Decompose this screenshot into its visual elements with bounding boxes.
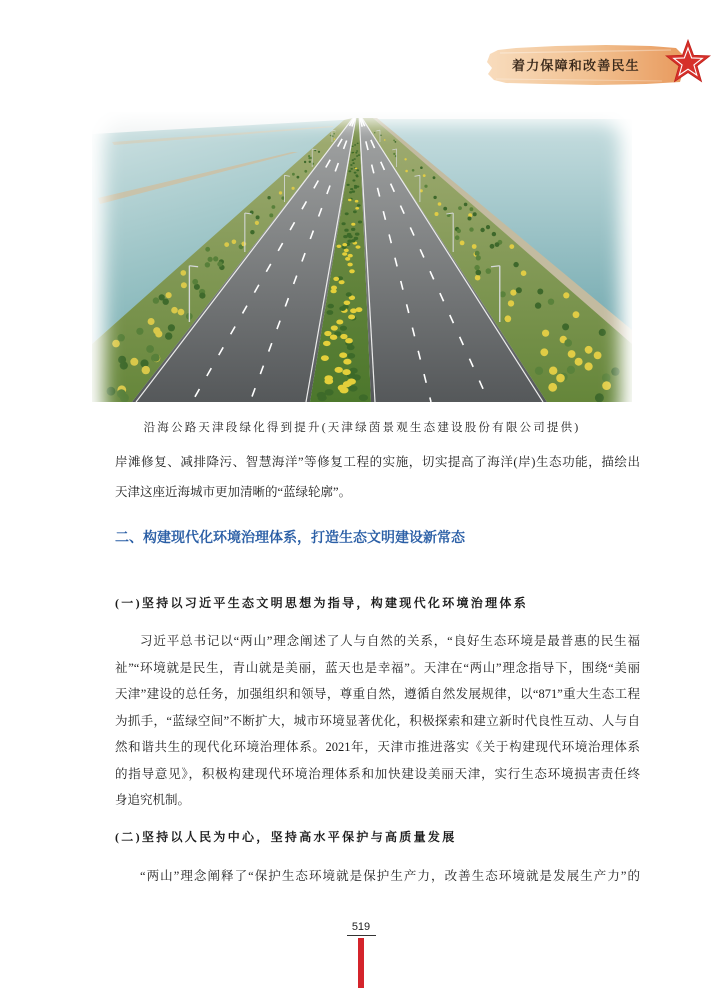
chapter-title: 着力保障和改善民生 xyxy=(512,58,640,73)
verge-tree xyxy=(548,299,554,305)
median-shrub xyxy=(348,254,353,258)
body-paragraph xyxy=(115,863,640,890)
verge-tree xyxy=(393,140,395,142)
verge-tree xyxy=(486,225,490,229)
verge-tree xyxy=(208,257,213,262)
verge-tree xyxy=(504,315,511,322)
median-shrub xyxy=(342,252,347,256)
verge-tree xyxy=(205,262,210,267)
verge-tree xyxy=(542,330,549,337)
verge-tree xyxy=(163,299,169,305)
text-line: “两山”理念阐释了“保护生态环境就是保护生产力，改善生态环境就是发展生产力”的 xyxy=(140,869,640,883)
median-shrub xyxy=(337,245,342,248)
verge-tree xyxy=(423,174,426,177)
verge-tree xyxy=(117,389,126,398)
text-line: 天津”建设的总任务，加强组织和领导，尊重自然，遵循自然发展规律，以“871”重大生态工程 xyxy=(115,687,640,701)
highway-photo xyxy=(92,112,632,402)
text-line: 身追究机制。 xyxy=(115,793,191,807)
verge-tree xyxy=(374,132,376,134)
verge-tree xyxy=(585,346,593,354)
subsection-title: (一)坚持以习近平生态文明思想为指导，构建现代化环境治理体系 xyxy=(115,596,528,610)
verge-tree xyxy=(476,270,482,276)
median-shrub xyxy=(355,152,357,154)
median-shrub xyxy=(350,308,357,313)
median-shrub xyxy=(353,210,357,213)
verge-tree xyxy=(602,373,611,382)
verge-tree xyxy=(573,311,580,318)
verge-tree xyxy=(535,302,541,308)
verge-tree xyxy=(575,358,583,366)
median-shrub xyxy=(345,257,350,261)
median-shrub xyxy=(345,338,353,343)
median-shrub xyxy=(323,341,331,346)
verge-tree xyxy=(475,275,481,281)
verge-tree xyxy=(395,141,397,143)
median-shrub xyxy=(346,292,352,296)
highway-photo-graphic xyxy=(92,112,632,402)
verge-tree xyxy=(334,138,336,140)
verge-tree xyxy=(473,212,477,216)
text-line: 然和谐共生的现代化环境治理体系。2021年，天津市推进落实《关于构建现代环境治理体系 xyxy=(115,740,640,754)
verge-tree xyxy=(549,367,557,375)
verge-tree xyxy=(168,324,175,331)
median-shrub xyxy=(354,158,356,160)
median-shrub xyxy=(352,179,355,181)
verge-tree xyxy=(537,289,543,295)
verge-tree xyxy=(192,279,198,285)
verge-tree xyxy=(468,217,472,221)
median-shrub xyxy=(321,355,329,361)
median-shrub xyxy=(331,325,338,330)
median-shrub xyxy=(317,392,326,398)
median-shrub xyxy=(352,159,354,161)
median-shrub xyxy=(335,367,343,373)
verge-tree xyxy=(279,191,282,194)
verge-tree xyxy=(404,158,406,160)
median-shrub xyxy=(359,394,368,401)
verge-tree xyxy=(602,381,611,390)
verge-tree xyxy=(476,255,481,260)
verge-tree xyxy=(490,244,495,249)
median-shrub xyxy=(327,304,334,309)
text-line: 岸滩修复、减排降污、智慧海洋”等修复工程的实施，切实提高了海洋(岸)生态功能，描绘出 xyxy=(115,455,640,469)
verge-tree xyxy=(232,240,237,245)
verge-tree xyxy=(308,155,310,157)
verge-tree xyxy=(269,213,273,217)
verge-tree xyxy=(166,292,172,298)
subsection-title: (二)坚持以人民为中心，坚持高水平保护与高质量发展 xyxy=(115,830,457,844)
median-shrub xyxy=(355,168,358,170)
median-shrub xyxy=(339,306,346,311)
median-shrub xyxy=(356,245,361,248)
median-shrub xyxy=(343,359,351,365)
median-shrub xyxy=(324,331,331,336)
verge-tree xyxy=(241,242,246,247)
verge-tree xyxy=(492,232,496,236)
verge-tree xyxy=(556,374,565,383)
verge-tree xyxy=(420,166,423,169)
verge-tree xyxy=(562,323,569,330)
median-shrub xyxy=(339,352,347,358)
verge-tree xyxy=(297,176,300,179)
median-shrub xyxy=(354,185,357,187)
median-shrub xyxy=(333,277,339,281)
verge-tree xyxy=(171,307,178,314)
verge-tree xyxy=(486,268,492,274)
verge-tree xyxy=(152,354,160,362)
verge-tree xyxy=(513,262,518,267)
median-shrub xyxy=(354,172,357,174)
verge-tree xyxy=(438,202,442,206)
verge-tree xyxy=(500,291,506,297)
median-shrub xyxy=(358,221,362,224)
median-shrub xyxy=(331,286,337,290)
verge-tree xyxy=(464,203,468,207)
page-number-rule xyxy=(347,935,376,936)
verge-tree xyxy=(405,170,408,173)
verge-tree xyxy=(521,270,527,276)
verge-tree xyxy=(308,157,310,159)
verge-tree xyxy=(181,282,187,288)
median-shrub xyxy=(347,240,352,243)
verge-tree xyxy=(205,247,210,252)
verge-tree xyxy=(393,153,395,155)
median-shrub xyxy=(356,169,359,171)
verge-tree xyxy=(548,383,557,392)
median-shrub xyxy=(344,301,351,306)
verge-tree xyxy=(146,345,154,353)
verge-tree xyxy=(384,139,386,141)
verge-tree xyxy=(292,187,295,190)
verge-tree xyxy=(333,133,335,135)
median-shrub xyxy=(348,315,355,320)
median-shrub xyxy=(340,326,347,331)
verge-tree xyxy=(568,350,576,358)
verge-tree xyxy=(433,196,436,199)
verge-tree xyxy=(194,284,200,290)
median-shrub xyxy=(352,190,355,192)
text-line: 为抓手，“蓝绿空间”不断扩大，城市环境显著优化，积极探索和建立新时代良性互动、人与自 xyxy=(115,713,640,728)
text-line: 习近平总书记以“两山”理念阐述了人与自然的关系，“良好生态环境是最普惠的民生福 xyxy=(140,634,640,648)
verge-tree xyxy=(564,339,572,347)
verge-tree xyxy=(599,329,606,336)
verge-tree xyxy=(136,328,143,335)
median-shrub xyxy=(355,233,360,236)
verge-tree xyxy=(130,358,138,366)
median-shrub xyxy=(352,152,354,154)
verge-tree xyxy=(292,173,295,176)
verge-tree xyxy=(165,332,172,339)
verge-tree xyxy=(118,356,126,364)
verge-tree xyxy=(495,242,500,247)
median-shrub xyxy=(347,184,350,186)
verge-tree xyxy=(424,185,427,188)
verge-tree xyxy=(535,367,543,375)
median-shrub xyxy=(357,204,361,207)
median-shrub xyxy=(327,310,334,315)
verge-tree xyxy=(563,292,569,298)
chapter-banner xyxy=(486,38,720,90)
verge-tree xyxy=(213,256,218,261)
median-shrub xyxy=(357,143,359,144)
median-shrub xyxy=(355,207,359,210)
verge-tree xyxy=(443,207,447,211)
section-heading: 二、构建现代化环境治理体系，打造生态文明建设新常态 xyxy=(115,529,465,545)
median-shrub xyxy=(354,144,356,145)
median-shrub xyxy=(325,389,334,395)
verge-tree xyxy=(472,244,477,249)
median-shrub xyxy=(342,369,350,375)
verge-tree xyxy=(470,207,474,211)
median-shrub xyxy=(347,353,355,359)
verge-tree xyxy=(611,367,619,375)
median-shrub xyxy=(348,199,352,202)
verge-tree xyxy=(474,265,479,270)
median-shrub xyxy=(352,162,354,164)
median-shrub xyxy=(358,154,360,156)
median-shrub xyxy=(356,155,358,157)
verge-tree xyxy=(540,348,548,356)
verge-tree xyxy=(469,227,473,231)
verge-tree xyxy=(380,135,382,137)
verge-tree xyxy=(460,241,465,246)
median-shrub xyxy=(342,222,346,225)
verge-tree xyxy=(178,309,185,316)
median-shrub xyxy=(342,243,347,246)
median-shrub xyxy=(352,146,354,147)
verge-tree xyxy=(250,230,254,234)
median-shrub xyxy=(350,188,353,190)
median-shrub xyxy=(351,228,355,231)
verge-tree xyxy=(516,287,522,293)
median-shrub xyxy=(350,168,353,170)
body-paragraph xyxy=(115,628,640,814)
verge-tree xyxy=(142,366,150,374)
verge-tree xyxy=(435,212,439,216)
verge-tree xyxy=(480,228,484,232)
verge-tree xyxy=(455,235,460,240)
verge-tree xyxy=(217,261,222,266)
verge-tree xyxy=(153,297,159,303)
median-shrub xyxy=(340,334,347,339)
text-line: 天津这座近海城市更加清晰的“蓝绿轮廓”。 xyxy=(115,485,352,499)
median-shrub xyxy=(349,269,355,273)
continued-paragraph xyxy=(115,447,640,507)
verge-tree xyxy=(509,244,514,249)
verge-tree xyxy=(585,362,593,370)
verge-tree xyxy=(595,393,604,402)
verge-tree xyxy=(508,300,514,306)
verge-tree xyxy=(458,206,462,210)
median-shrub xyxy=(347,345,355,351)
verge-tree xyxy=(567,366,575,374)
median-shrub xyxy=(345,212,349,215)
text-line: 祉”“环境就是民生，青山就是美丽，蓝天也是幸福”。天津在“两山”理念指导下，围绕“美丽 xyxy=(115,660,640,675)
median-shrub xyxy=(349,385,358,391)
median-shrub xyxy=(344,249,349,253)
page-number: 519 xyxy=(351,921,371,933)
median-shrub xyxy=(355,174,358,176)
verge-tree xyxy=(199,293,205,299)
median-shrub xyxy=(356,150,358,152)
median-shrub xyxy=(340,387,349,393)
verge-tree xyxy=(304,161,306,163)
median-shrub xyxy=(324,378,333,384)
median-shrub xyxy=(350,164,353,166)
verge-tree xyxy=(256,215,260,219)
verge-tree xyxy=(475,251,480,256)
verge-tree xyxy=(412,169,415,172)
photo-caption: 沿海公路天津段绿化得到提升(天津绿茵景观生态建设股份有限公司提供) xyxy=(143,422,581,434)
verge-tree xyxy=(267,196,270,199)
verge-tree xyxy=(148,318,155,325)
median-shrub xyxy=(336,320,343,325)
median-shrub xyxy=(343,235,348,238)
median-shrub xyxy=(349,170,352,172)
verge-tree xyxy=(318,151,320,153)
verge-tree xyxy=(510,290,516,296)
median-shrub xyxy=(347,263,352,267)
verge-tree xyxy=(255,221,259,225)
median-shrub xyxy=(339,280,345,284)
median-shrub xyxy=(355,200,359,203)
verge-tree xyxy=(433,176,436,179)
verge-tree xyxy=(153,327,160,334)
median-shrub xyxy=(351,223,355,226)
median-shrub xyxy=(330,335,337,340)
verge-tree xyxy=(118,334,125,341)
verge-tree xyxy=(224,242,229,247)
verge-tree xyxy=(457,229,461,233)
verge-tree xyxy=(112,340,120,348)
verge-tree xyxy=(107,387,116,396)
verge-tree xyxy=(181,270,187,276)
page-marker-bar xyxy=(358,938,364,988)
verge-tree xyxy=(330,135,332,137)
verge-tree xyxy=(309,161,311,163)
median-shrub xyxy=(344,229,348,232)
verge-tree xyxy=(272,205,276,209)
verge-tree xyxy=(304,170,307,173)
text-line: 的指导意见》，积极构建现代环境治理体系和加快建设美丽天津，实行生态环境损害责任终 xyxy=(115,766,640,781)
verge-tree xyxy=(594,352,602,360)
